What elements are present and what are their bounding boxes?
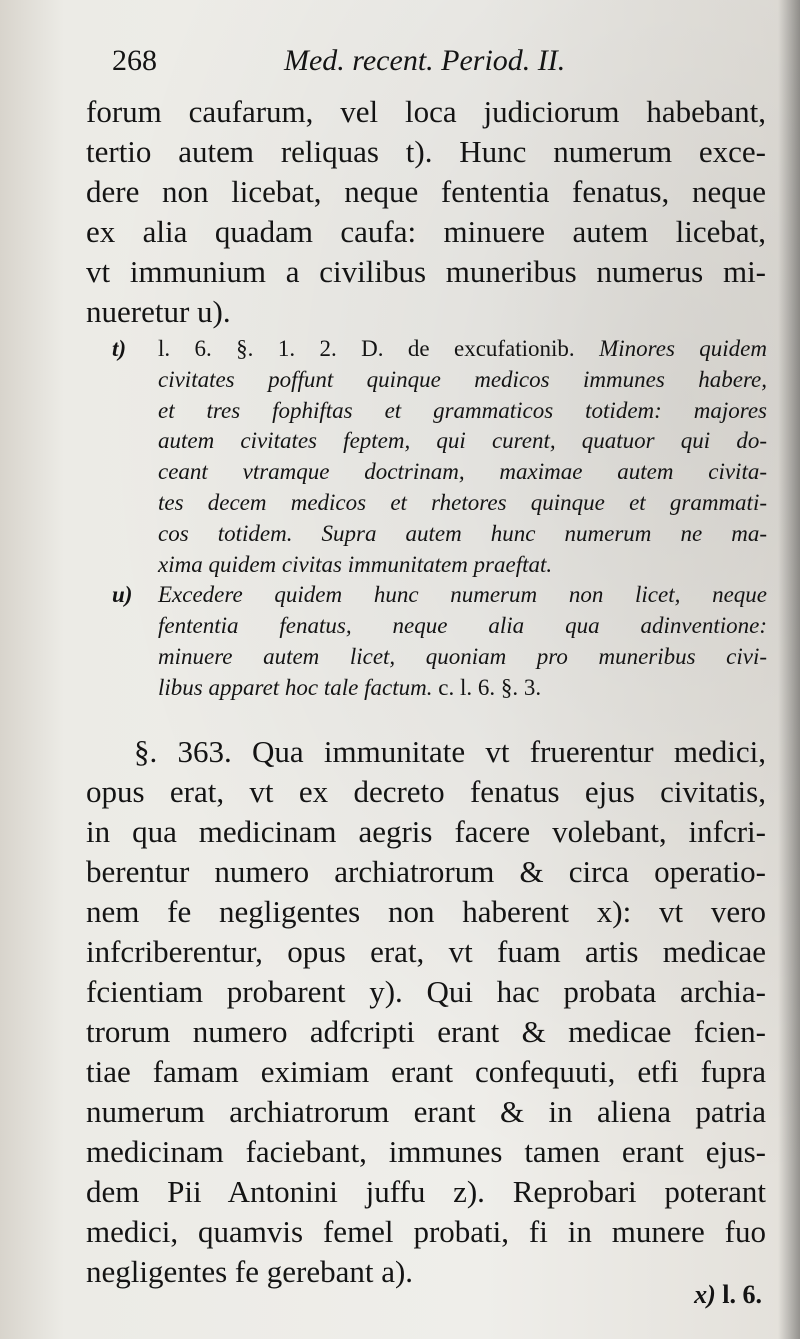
- footnote-line: et tres fophiftas et grammaticos totidem: majores: [158, 397, 767, 423]
- running-head: [112, 44, 752, 84]
- text-line: numerum archiatrorum erant & in aliena patria: [86, 1094, 766, 1129]
- footnote-line: civitates poffunt quinque medicos immunes habere,: [158, 366, 767, 392]
- catchword-text: l. 6.: [722, 1280, 762, 1309]
- text-line: trorum numero adfcripti erant & medicae fcien-: [86, 1014, 766, 1049]
- catchword-marker: x): [694, 1280, 716, 1309]
- text-line: tertio autem reliquas t). Hunc numerum exce-: [86, 134, 766, 169]
- footnote-marker: t): [112, 336, 127, 361]
- text-line: dem Pii Antonini juffu z). Reprobari poterant: [86, 1174, 766, 1209]
- text-line: medicinam faciebant, immunes tamen erant ejus-: [86, 1134, 766, 1169]
- footnote-quote: Minores quidem: [599, 336, 768, 361]
- footnote-line: [158, 334, 767, 365]
- footnote-line: ceant vtramque doctrinam, maximae autem civita-: [158, 459, 767, 485]
- page-number: 268: [112, 44, 157, 77]
- text-line: fcientiam probarent y). Qui hac probata archia-: [86, 974, 766, 1009]
- footnote-quote: libus apparet hoc tale factum.: [158, 674, 439, 700]
- footnote-line: cos totidem. Supra autem hunc numerum ne ma-: [158, 520, 767, 546]
- footnote-line: minuere autem licet, quoniam pro muneribus civi-: [158, 643, 767, 669]
- page-gutter-shadow: [778, 0, 800, 1339]
- catchword: [694, 1280, 762, 1310]
- footnote-line: tes decem medicos et rhetores quinque et grammati-: [158, 489, 767, 515]
- footnote-citation: c. l. 6. §. 3.: [438, 674, 542, 700]
- text-line: tiae famam eximiam erant confequuti, etfi fupra: [86, 1054, 766, 1089]
- text-line: nem fe negligentes non haberent x): vt vero: [86, 894, 766, 929]
- text-line: negligentes fe gerebant a).: [86, 1254, 414, 1289]
- footnote-line: Excedere quidem hunc numerum non licet, neque: [158, 582, 767, 608]
- footnotes: [112, 334, 767, 704]
- text-line: dere non licebat, neque fententia fenatus, neque: [86, 174, 766, 209]
- footnote-marker: u): [112, 582, 133, 608]
- running-title: Med. recent. Period. II.: [284, 44, 566, 77]
- footnote-t: [112, 334, 767, 580]
- text-line: nueretur u).: [86, 294, 231, 329]
- footnote-u: [112, 580, 767, 703]
- footnote-line: xima quidem civitas immunitatem praeftat.: [158, 551, 553, 577]
- footnote-line: autem civitates feptem, qui curent, quatuor qui do-: [158, 428, 767, 454]
- text-line: berentur numero archiatrorum & circa operatio-: [86, 854, 766, 889]
- text-line: forum caufarum, vel loca judiciorum habebant,: [86, 94, 766, 129]
- text-line: §. 363. Qua immunitate vt fruerentur medici,: [134, 734, 766, 769]
- text-line: vt immunium a civilibus muneribus numerus mi-: [86, 254, 766, 289]
- text-line: medici, quamvis femel probati, fi in munere fuo: [86, 1214, 766, 1249]
- footnote-line: [158, 673, 767, 704]
- text-line: opus erat, vt ex decreto fenatus ejus civitatis,: [86, 774, 766, 809]
- text-line: in qua medicinam aegris facere volebant, infcri-: [86, 814, 766, 849]
- footnote-line: fententia fenatus, neque alia qua adinventione:: [158, 613, 767, 639]
- text-line: ex alia quadam caufa: minuere autem licebat,: [86, 214, 766, 249]
- top-paragraph: [86, 92, 766, 332]
- footnote-citation: l. 6. §. 1. 2. D. de excufationib.: [158, 336, 600, 361]
- text-line: infcriberentur, opus erat, vt fuam artis medicae: [86, 934, 766, 969]
- section-363: [86, 732, 766, 1292]
